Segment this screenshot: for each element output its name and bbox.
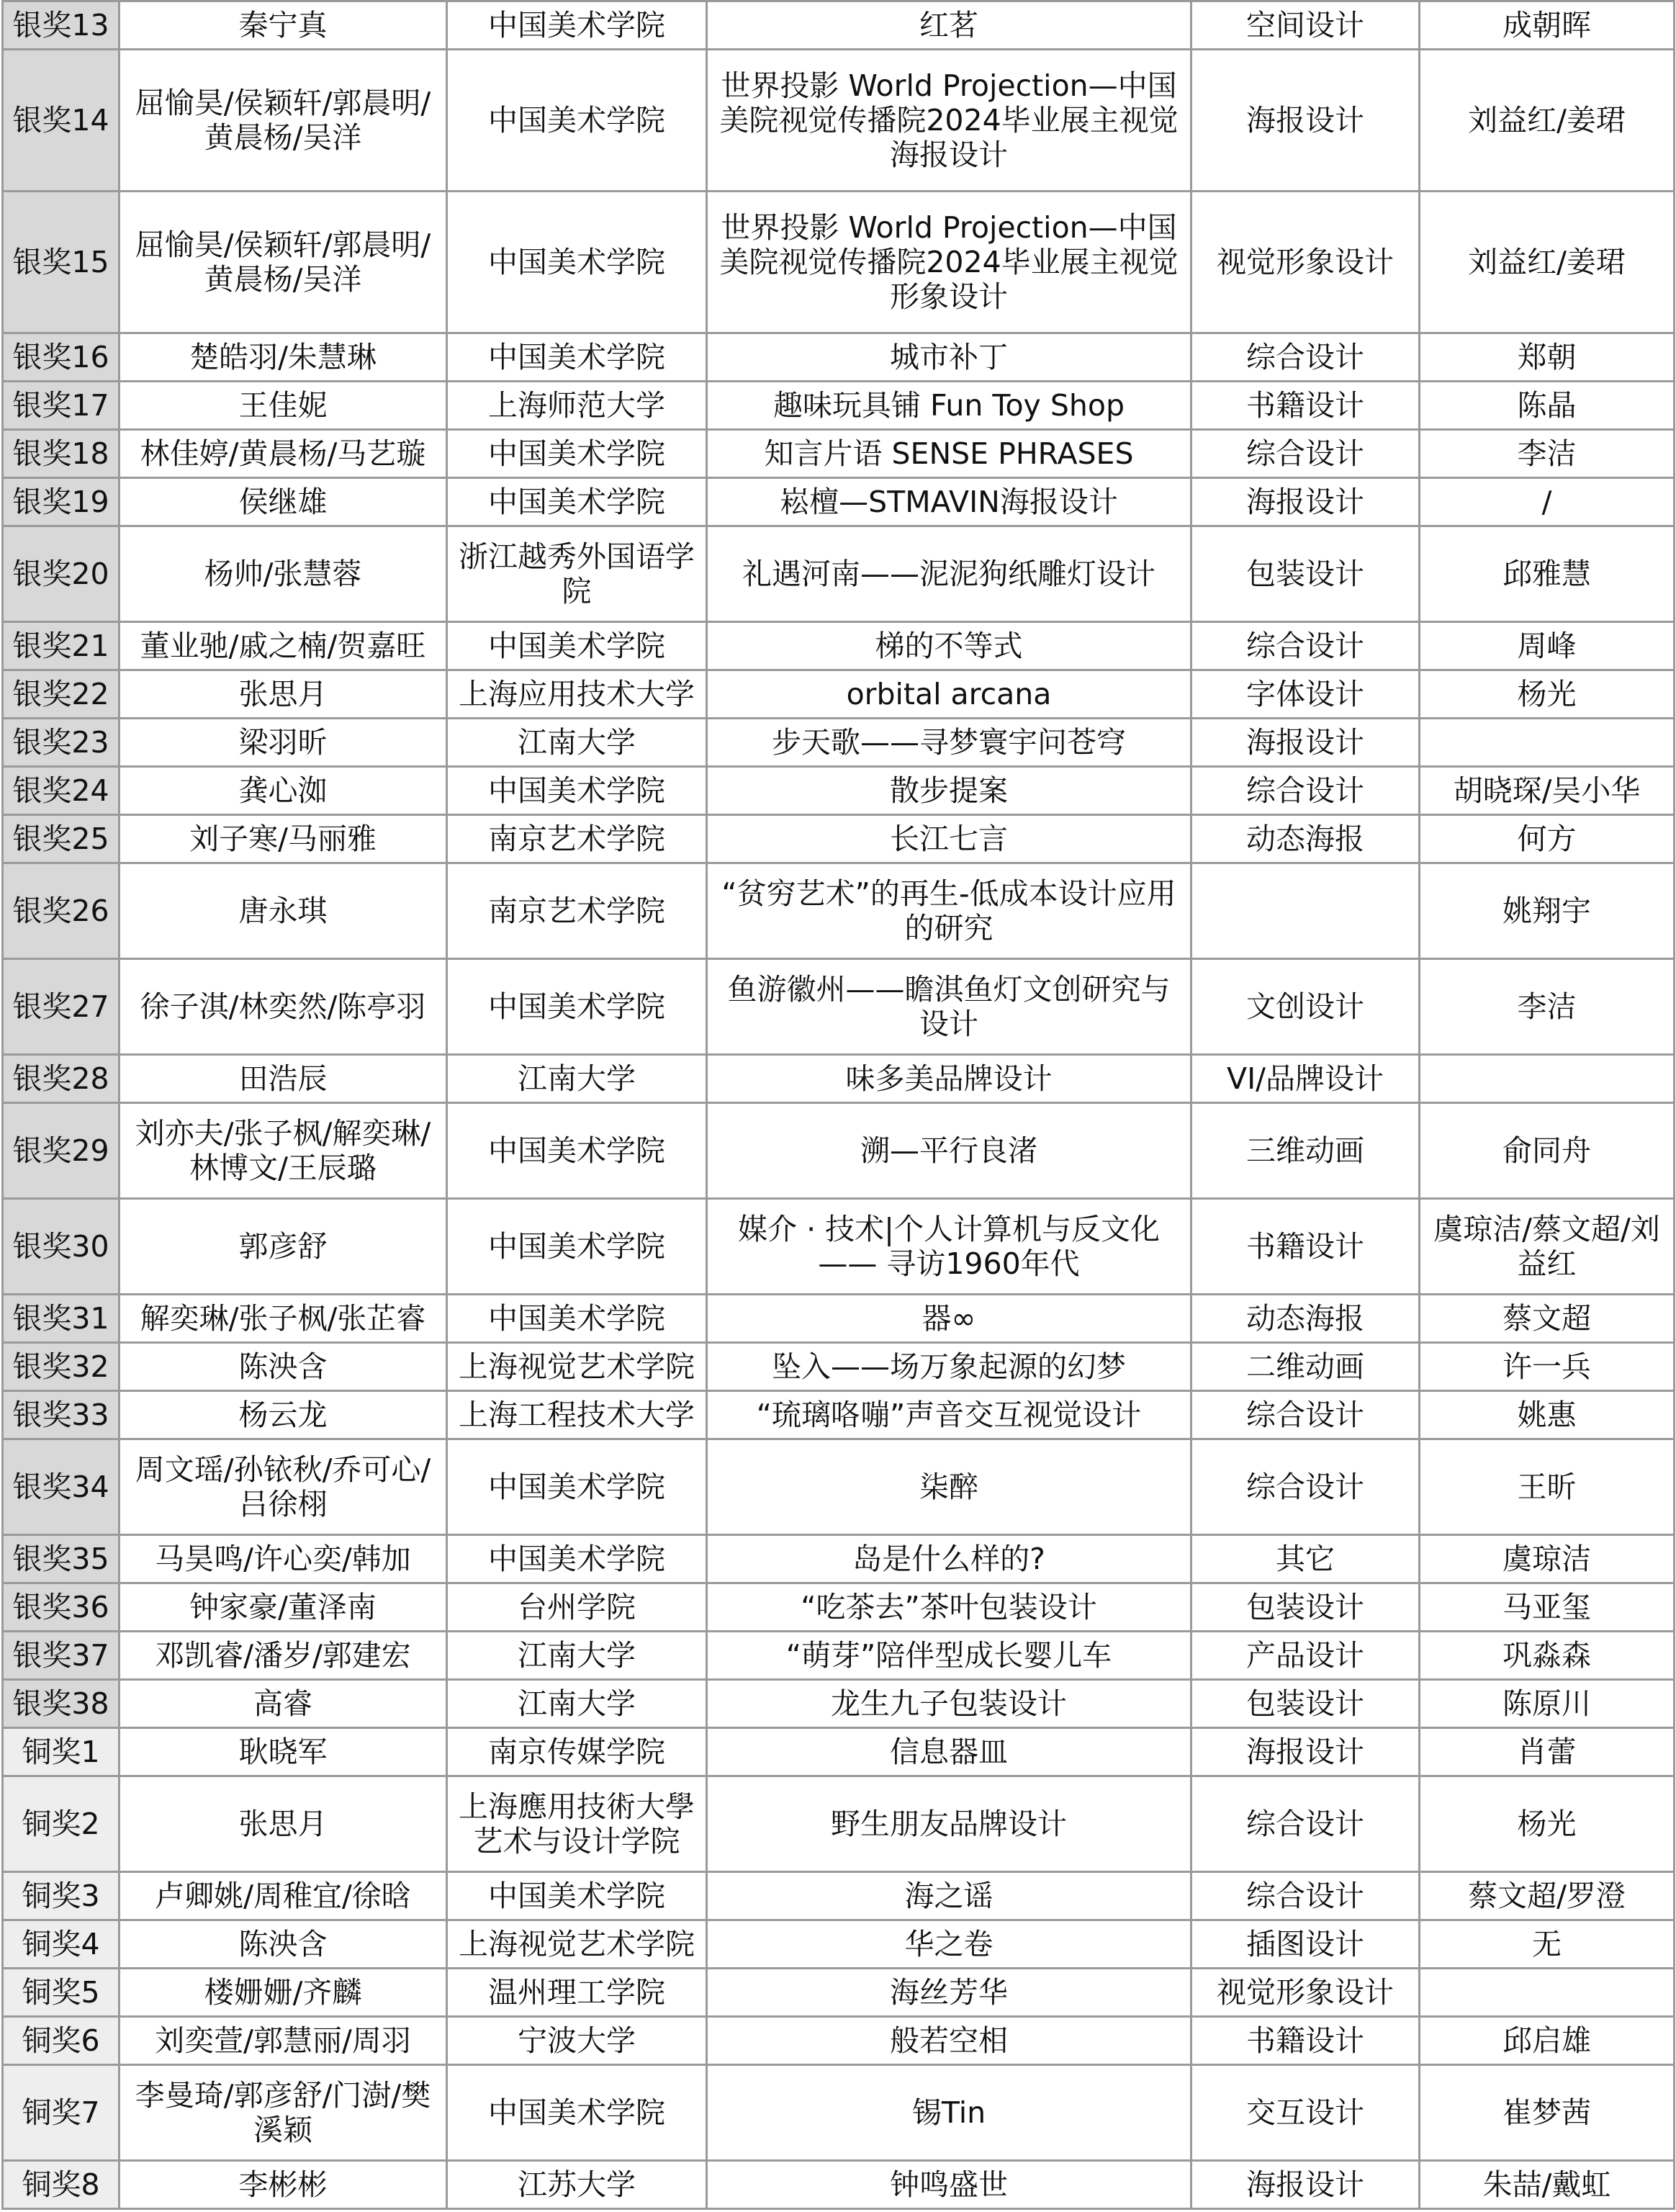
- advisor-cell: 肖蕾: [1420, 1728, 1675, 1776]
- advisor-cell: [1420, 1969, 1675, 2017]
- table-row: [3, 670, 1675, 719]
- students-cell: 张思月: [120, 1776, 447, 1872]
- award-cell: 银奖36: [3, 1583, 120, 1632]
- category-cell: 视觉形象设计: [1191, 192, 1420, 333]
- school-cell: 江南大学: [447, 1055, 707, 1103]
- advisor-cell: 马亚玺: [1420, 1583, 1675, 1632]
- advisor-cell: 刘益红/姜珺: [1420, 50, 1675, 192]
- award-cell: 银奖29: [3, 1103, 120, 1199]
- category-cell: 综合设计: [1191, 430, 1420, 478]
- award-cell: 铜奖4: [3, 1920, 120, 1969]
- advisor-cell: 杨光: [1420, 670, 1675, 719]
- advisor-cell: 陈晶: [1420, 382, 1675, 430]
- category-cell: 包装设计: [1191, 1583, 1420, 1632]
- students-cell: 梁羽昕: [120, 719, 447, 767]
- table-row: [3, 333, 1675, 382]
- table-row: [3, 1055, 1675, 1103]
- students-cell: 秦宁真: [120, 1, 447, 50]
- table-row: [3, 50, 1675, 192]
- school-cell: 南京艺术学院: [447, 815, 707, 863]
- award-cell: 银奖33: [3, 1391, 120, 1439]
- table-row: [3, 478, 1675, 526]
- work-title-cell: 野生朋友品牌设计: [707, 1776, 1191, 1872]
- advisor-cell: 郑朝: [1420, 333, 1675, 382]
- award-cell: 铜奖5: [3, 1969, 120, 2017]
- work-title-cell: 梯的不等式: [707, 622, 1191, 670]
- students-cell: 刘奕萱/郭慧丽/周羽: [120, 2017, 447, 2065]
- award-cell: 银奖27: [3, 959, 120, 1055]
- work-title-cell: 散步提案: [707, 767, 1191, 815]
- advisor-cell: 杨光: [1420, 1776, 1675, 1872]
- advisor-cell: 邱启雄: [1420, 2017, 1675, 2065]
- school-cell: 中国美术学院: [447, 478, 707, 526]
- students-cell: 刘子寒/马丽雅: [120, 815, 447, 863]
- students-cell: 徐子淇/林奕然/陈亭羽: [120, 959, 447, 1055]
- school-cell: 中国美术学院: [447, 767, 707, 815]
- work-title-cell: 长江七言: [707, 815, 1191, 863]
- students-cell: 陈泱含: [120, 1920, 447, 1969]
- table-row: [3, 1776, 1675, 1872]
- award-cell: 银奖15: [3, 192, 120, 333]
- table-row: [3, 2065, 1675, 2161]
- table-row: [3, 1199, 1675, 1295]
- category-cell: 动态海报: [1191, 1295, 1420, 1343]
- category-cell: 海报设计: [1191, 1728, 1420, 1776]
- category-cell: 海报设计: [1191, 2161, 1420, 2209]
- school-cell: 上海应用技术大学: [447, 670, 707, 719]
- award-cell: 银奖24: [3, 767, 120, 815]
- category-cell: 综合设计: [1191, 1872, 1420, 1920]
- school-cell: 江苏大学: [447, 2161, 707, 2209]
- table-row: [3, 1343, 1675, 1391]
- award-cell: 银奖26: [3, 863, 120, 959]
- school-cell: 南京艺术学院: [447, 863, 707, 959]
- award-cell: 铜奖8: [3, 2161, 120, 2209]
- table-row: [3, 2017, 1675, 2065]
- table-row: [3, 1680, 1675, 1728]
- award-cell: 银奖14: [3, 50, 120, 192]
- school-cell: 江南大学: [447, 1680, 707, 1728]
- advisor-cell: 周峰: [1420, 622, 1675, 670]
- table-row: [3, 192, 1675, 333]
- school-cell: 南京传媒学院: [447, 1728, 707, 1776]
- category-cell: 包装设计: [1191, 526, 1420, 622]
- category-cell: 书籍设计: [1191, 1199, 1420, 1295]
- table-row: [3, 1, 1675, 50]
- table-row: [3, 1632, 1675, 1680]
- advisor-cell: 李洁: [1420, 430, 1675, 478]
- advisor-cell: 蔡文超/罗澄: [1420, 1872, 1675, 1920]
- category-cell: 交互设计: [1191, 2065, 1420, 2161]
- table-row: [3, 863, 1675, 959]
- award-cell: 银奖17: [3, 382, 120, 430]
- category-cell: 空间设计: [1191, 1, 1420, 50]
- work-title-cell: 海之谣: [707, 1872, 1191, 1920]
- table-row: [3, 1583, 1675, 1632]
- school-cell: 中国美术学院: [447, 430, 707, 478]
- students-cell: 钟家豪/董泽南: [120, 1583, 447, 1632]
- category-cell: 书籍设计: [1191, 382, 1420, 430]
- students-cell: 杨云龙: [120, 1391, 447, 1439]
- work-title-cell: 钟鸣盛世: [707, 2161, 1191, 2209]
- work-title-cell: “萌芽”陪伴型成长婴儿车: [707, 1632, 1191, 1680]
- advisor-cell: [1420, 719, 1675, 767]
- students-cell: 高睿: [120, 1680, 447, 1728]
- work-title-cell: 锡Tin: [707, 2065, 1191, 2161]
- award-cell: 铜奖1: [3, 1728, 120, 1776]
- work-title-cell: 世界投影 World Projection—中国美院视觉传播院2024毕业展主视觉海报设计: [707, 50, 1191, 192]
- work-title-cell: 华之卷: [707, 1920, 1191, 1969]
- category-cell: 海报设计: [1191, 719, 1420, 767]
- table-row: [3, 1872, 1675, 1920]
- work-title-cell: 器∞: [707, 1295, 1191, 1343]
- advisor-cell: 姚惠: [1420, 1391, 1675, 1439]
- table-row: [3, 1728, 1675, 1776]
- school-cell: 中国美术学院: [447, 1295, 707, 1343]
- school-cell: 中国美术学院: [447, 1535, 707, 1583]
- advisor-cell: 王昕: [1420, 1439, 1675, 1535]
- school-cell: 上海工程技术大学: [447, 1391, 707, 1439]
- advisor-cell: 虞琼洁/蔡文超/刘益红: [1420, 1199, 1675, 1295]
- students-cell: 董业驰/戚之楠/贺嘉旺: [120, 622, 447, 670]
- award-cell: 银奖38: [3, 1680, 120, 1728]
- work-title-cell: 海丝芳华: [707, 1969, 1191, 2017]
- school-cell: 上海师范大学: [447, 382, 707, 430]
- advisor-cell: 虞琼洁: [1420, 1535, 1675, 1583]
- table-row: [3, 2161, 1675, 2209]
- award-cell: 银奖20: [3, 526, 120, 622]
- students-cell: 刘亦夫/张子枫/解奕琳/林博文/王辰璐: [120, 1103, 447, 1199]
- students-cell: 龚心洳: [120, 767, 447, 815]
- advisor-cell: 何方: [1420, 815, 1675, 863]
- work-title-cell: “贫穷艺术”的再生-低成本设计应用的研究: [707, 863, 1191, 959]
- students-cell: 屈愉昊/侯颖轩/郭晨明/黄晨杨/吴洋: [120, 192, 447, 333]
- award-cell: 银奖13: [3, 1, 120, 50]
- advisor-cell: [1420, 1055, 1675, 1103]
- work-title-cell: 城市补丁: [707, 333, 1191, 382]
- students-cell: 楼姗姗/齐麟: [120, 1969, 447, 2017]
- school-cell: 中国美术学院: [447, 1199, 707, 1295]
- students-cell: 张思月: [120, 670, 447, 719]
- table-row: [3, 959, 1675, 1055]
- category-cell: 综合设计: [1191, 1391, 1420, 1439]
- table-row: [3, 1535, 1675, 1583]
- category-cell: 综合设计: [1191, 1776, 1420, 1872]
- category-cell: 二维动画: [1191, 1343, 1420, 1391]
- work-title-cell: 崧檀—STMAVIN海报设计: [707, 478, 1191, 526]
- work-title-cell: 礼遇河南——泥泥狗纸雕灯设计: [707, 526, 1191, 622]
- school-cell: 中国美术学院: [447, 50, 707, 192]
- school-cell: 中国美术学院: [447, 959, 707, 1055]
- school-cell: 浙江越秀外国语学院: [447, 526, 707, 622]
- table-row: [3, 1439, 1675, 1535]
- work-title-cell: 趣味玩具铺 Fun Toy Shop: [707, 382, 1191, 430]
- school-cell: 上海视觉艺术学院: [447, 1920, 707, 1969]
- students-cell: 唐永琪: [120, 863, 447, 959]
- table-row: [3, 1295, 1675, 1343]
- advisor-cell: 陈原川: [1420, 1680, 1675, 1728]
- table-row: [3, 815, 1675, 863]
- award-cell: 铜奖7: [3, 2065, 120, 2161]
- school-cell: 中国美术学院: [447, 333, 707, 382]
- school-cell: 温州理工学院: [447, 1969, 707, 2017]
- work-title-cell: “吃茶去”茶叶包装设计: [707, 1583, 1191, 1632]
- category-cell: VI/品牌设计: [1191, 1055, 1420, 1103]
- students-cell: 郭彦舒: [120, 1199, 447, 1295]
- category-cell: 综合设计: [1191, 1439, 1420, 1535]
- category-cell: [1191, 863, 1420, 959]
- table-row: [3, 1391, 1675, 1439]
- category-cell: 三维动画: [1191, 1103, 1420, 1199]
- category-cell: 产品设计: [1191, 1632, 1420, 1680]
- category-cell: 综合设计: [1191, 333, 1420, 382]
- table-row: [3, 526, 1675, 622]
- table-row: [3, 719, 1675, 767]
- advisor-cell: 许一兵: [1420, 1343, 1675, 1391]
- students-cell: 王佳妮: [120, 382, 447, 430]
- students-cell: 周文瑶/孙铱秋/乔可心/吕徐栩: [120, 1439, 447, 1535]
- category-cell: 其它: [1191, 1535, 1420, 1583]
- award-cell: 银奖28: [3, 1055, 120, 1103]
- award-cell: 银奖35: [3, 1535, 120, 1583]
- students-cell: 马昊鸣/许心奕/韩加: [120, 1535, 447, 1583]
- advisor-cell: 姚翔宇: [1420, 863, 1675, 959]
- award-cell: 银奖21: [3, 622, 120, 670]
- students-cell: 陈泱含: [120, 1343, 447, 1391]
- work-title-cell: 信息器皿: [707, 1728, 1191, 1776]
- school-cell: 中国美术学院: [447, 192, 707, 333]
- award-cell: 银奖18: [3, 430, 120, 478]
- advisor-cell: 蔡文超: [1420, 1295, 1675, 1343]
- students-cell: 李曼琦/郭彦舒/门澍/樊溪颖: [120, 2065, 447, 2161]
- students-cell: 侯继雄: [120, 478, 447, 526]
- table-row: [3, 1103, 1675, 1199]
- school-cell: 中国美术学院: [447, 1872, 707, 1920]
- students-cell: 卢卿姚/周稚宜/徐晗: [120, 1872, 447, 1920]
- school-cell: 中国美术学院: [447, 1439, 707, 1535]
- school-cell: 台州学院: [447, 1583, 707, 1632]
- advisor-cell: 成朝晖: [1420, 1, 1675, 50]
- award-cell: 银奖32: [3, 1343, 120, 1391]
- advisor-cell: 邱雅慧: [1420, 526, 1675, 622]
- table-row: [3, 430, 1675, 478]
- school-cell: 中国美术学院: [447, 1, 707, 50]
- students-cell: 李彬彬: [120, 2161, 447, 2209]
- school-cell: 中国美术学院: [447, 1103, 707, 1199]
- award-cell: 银奖16: [3, 333, 120, 382]
- advisor-cell: 朱喆/戴虹: [1420, 2161, 1675, 2209]
- award-table-body: [3, 1, 1675, 2209]
- work-title-cell: 坠入——场万象起源的幻梦: [707, 1343, 1191, 1391]
- table-row: [3, 767, 1675, 815]
- students-cell: 解奕琳/张子枫/张芷睿: [120, 1295, 447, 1343]
- students-cell: 楚皓羽/朱慧琳: [120, 333, 447, 382]
- school-cell: 江南大学: [447, 1632, 707, 1680]
- advisor-cell: 无: [1420, 1920, 1675, 1969]
- category-cell: 海报设计: [1191, 478, 1420, 526]
- work-title-cell: 红茗: [707, 1, 1191, 50]
- work-title-cell: 柒醉: [707, 1439, 1191, 1535]
- category-cell: 综合设计: [1191, 622, 1420, 670]
- work-title-cell: 溯—平行良渚: [707, 1103, 1191, 1199]
- students-cell: 邓凯睿/潘岁/郭建宏: [120, 1632, 447, 1680]
- school-cell: 上海應用技術大學艺术与设计学院: [447, 1776, 707, 1872]
- award-cell: 银奖23: [3, 719, 120, 767]
- award-cell: 银奖22: [3, 670, 120, 719]
- award-table: [1, 0, 1675, 2210]
- students-cell: 耿晓军: [120, 1728, 447, 1776]
- category-cell: 文创设计: [1191, 959, 1420, 1055]
- category-cell: 视觉形象设计: [1191, 1969, 1420, 2017]
- category-cell: 动态海报: [1191, 815, 1420, 863]
- award-cell: 银奖19: [3, 478, 120, 526]
- table-row: [3, 1969, 1675, 2017]
- work-title-cell: orbital arcana: [707, 670, 1191, 719]
- work-title-cell: 世界投影 World Projection—中国美院视觉传播院2024毕业展主视觉形象设计: [707, 192, 1191, 333]
- school-cell: 中国美术学院: [447, 2065, 707, 2161]
- work-title-cell: 岛是什么样的?: [707, 1535, 1191, 1583]
- work-title-cell: 龙生九子包装设计: [707, 1680, 1191, 1728]
- category-cell: 插图设计: [1191, 1920, 1420, 1969]
- award-cell: 银奖31: [3, 1295, 120, 1343]
- category-cell: 字体设计: [1191, 670, 1420, 719]
- students-cell: 杨帅/张慧蓉: [120, 526, 447, 622]
- work-title-cell: 知言片语 SENSE PHRASES: [707, 430, 1191, 478]
- work-title-cell: 味多美品牌设计: [707, 1055, 1191, 1103]
- work-title-cell: “琉璃咯嘣”声音交互视觉设计: [707, 1391, 1191, 1439]
- table-row: [3, 1920, 1675, 1969]
- advisor-cell: 俞同舟: [1420, 1103, 1675, 1199]
- work-title-cell: 媒介 · 技术|个人计算机与反文化 —— 寻访1960年代: [707, 1199, 1191, 1295]
- students-cell: 屈愉昊/侯颖轩/郭晨明/黄晨杨/吴洋: [120, 50, 447, 192]
- category-cell: 包装设计: [1191, 1680, 1420, 1728]
- category-cell: 海报设计: [1191, 50, 1420, 192]
- work-title-cell: 步天歌——寻梦寰宇问苍穹: [707, 719, 1191, 767]
- table-row: [3, 622, 1675, 670]
- advisor-cell: 刘益红/姜珺: [1420, 192, 1675, 333]
- work-title-cell: 般若空相: [707, 2017, 1191, 2065]
- work-title-cell: 鱼游徽州——瞻淇鱼灯文创研究与设计: [707, 959, 1191, 1055]
- award-cell: 银奖25: [3, 815, 120, 863]
- award-cell: 银奖37: [3, 1632, 120, 1680]
- students-cell: 田浩辰: [120, 1055, 447, 1103]
- table-row: [3, 382, 1675, 430]
- award-cell: 铜奖2: [3, 1776, 120, 1872]
- award-cell: 银奖30: [3, 1199, 120, 1295]
- category-cell: 综合设计: [1191, 767, 1420, 815]
- advisor-cell: 巩淼森: [1420, 1632, 1675, 1680]
- advisor-cell: 崔梦茜: [1420, 2065, 1675, 2161]
- school-cell: 宁波大学: [447, 2017, 707, 2065]
- award-cell: 铜奖3: [3, 1872, 120, 1920]
- award-cell: 银奖34: [3, 1439, 120, 1535]
- school-cell: 江南大学: [447, 719, 707, 767]
- award-cell: 铜奖6: [3, 2017, 120, 2065]
- category-cell: 书籍设计: [1191, 2017, 1420, 2065]
- advisor-cell: /: [1420, 478, 1675, 526]
- school-cell: 上海视觉艺术学院: [447, 1343, 707, 1391]
- school-cell: 中国美术学院: [447, 622, 707, 670]
- advisor-cell: 胡晓琛/吴小华: [1420, 767, 1675, 815]
- students-cell: 林佳婷/黄晨杨/马艺璇: [120, 430, 447, 478]
- advisor-cell: 李洁: [1420, 959, 1675, 1055]
